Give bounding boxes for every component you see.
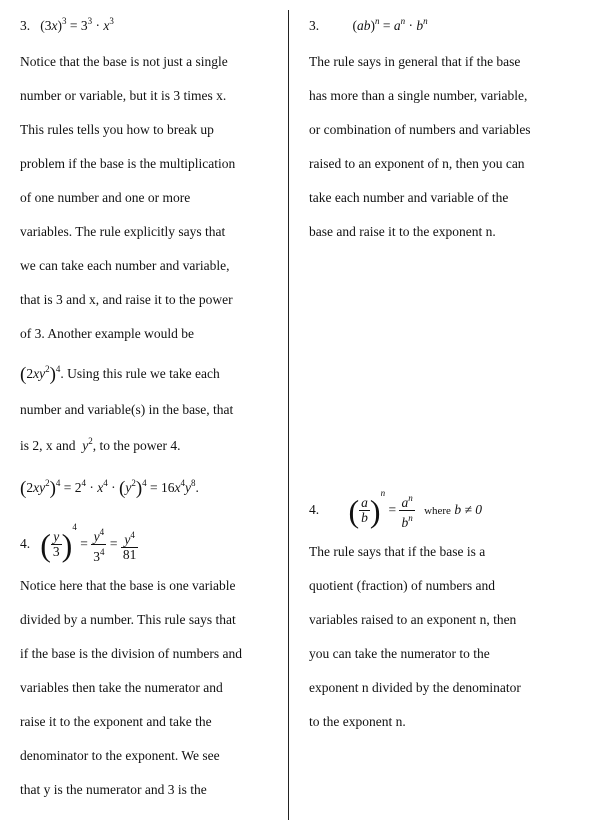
example-equation: $(2xy^2)^4 = 2^4 \cdot x^4 \cdot (y^2)^4 = 16x^4y^8$.	[20, 478, 199, 499]
item4-heading	[20, 522, 138, 564]
rule3-text-6: base and raise it to the exponent n.	[309, 224, 496, 239]
rule4-number: 4.	[309, 502, 320, 517]
item4-text-1: Notice here that the base is one variable	[20, 578, 236, 593]
item3-heading	[20, 16, 114, 34]
example-text-tail: , to the power 4.	[92, 438, 181, 453]
example-expression: $(2xy^2)^4$	[20, 364, 61, 385]
item4-number: 4.	[20, 536, 31, 551]
rule4-heading	[309, 488, 482, 530]
rule3-equation: $(ab)^n = a^n \cdot b^n$	[352, 16, 428, 33]
item3-text-9: of 3. Another example would be	[20, 326, 194, 341]
example-line-text: . Using this rule we take each	[60, 366, 220, 381]
rule4-equation: ( $\frac{a}{b}$ )$^n$ = $\frac{a^n}{b^n}$	[348, 488, 413, 531]
item3-text-2: number or variable, but it is 3 times x.	[20, 88, 227, 103]
rule3-text-4: raised to an exponent of n, then you can	[309, 156, 525, 171]
item4-text-7: that y is the numerator and 3 is the	[20, 782, 207, 797]
rule3-number: 3.	[309, 18, 320, 33]
example-y-squared: $y^2$	[82, 436, 93, 453]
rule4-text-2: quotient (fraction) of numbers and	[309, 578, 495, 593]
item3-text-1: Notice that the base is not just a single	[20, 54, 228, 69]
rule3-heading	[309, 16, 428, 34]
item4-text-5: raise it to the exponent and take the	[20, 714, 212, 729]
item3-equation: $(3x)^3 = 3^3 \cdot x^3$	[40, 16, 114, 33]
item3-text-5: of one number and one or more	[20, 190, 191, 205]
item4-text-3: if the base is the division of numbers and	[20, 646, 242, 661]
item4-text-4: variables then take the numerator and	[20, 680, 223, 695]
rule3-text-1: The rule says in general that if the base	[309, 54, 521, 69]
rule3-text-3: or combination of numbers and variables	[309, 122, 531, 137]
rule4-text-6: to the exponent n.	[309, 714, 406, 729]
rule4-text-3: variables raised to an exponent n, then	[309, 612, 517, 627]
item3-text-6: variables. The rule explicitly says that	[20, 224, 226, 239]
example-text-2-line	[20, 436, 180, 454]
rule3-text-5: take each number and variable of the	[309, 190, 509, 205]
rule4-condition: where	[424, 505, 451, 517]
item3-text-8: that is 3 and x, and raise it to the power	[20, 292, 233, 307]
item3-text-3: This rules tells you how to break up	[20, 122, 214, 137]
rule4-condition-math: b ≠ 0	[454, 502, 482, 517]
column-divider	[288, 10, 289, 820]
item4-text-6: denominator to the exponent. We see	[20, 748, 220, 763]
example-text-2: is 2, x and	[20, 438, 76, 453]
item4-equation: ( $\frac{y}{3}$ )$^4$ = $\frac{y^4}{3^4}$ = $\frac{y^4}{81}$	[40, 522, 137, 565]
rule4-text-1: The rule says that if the base is a	[309, 544, 486, 559]
item4-text-2: divided by a number. This rule says that	[20, 612, 236, 627]
rule4-text-5: exponent n divided by the denominator	[309, 680, 521, 695]
rule4-text-4: you can take the numerator to the	[309, 646, 490, 661]
item3-text-4: problem if the base is the multiplication	[20, 156, 236, 171]
item3-text-7: we can take each number and variable,	[20, 258, 230, 273]
rule3-text-2: has more than a single number, variable,	[309, 88, 528, 103]
item3-number: 3.	[20, 18, 31, 33]
example-line	[20, 364, 220, 386]
example-text-1: number and variable(s) in the base, that	[20, 402, 234, 417]
